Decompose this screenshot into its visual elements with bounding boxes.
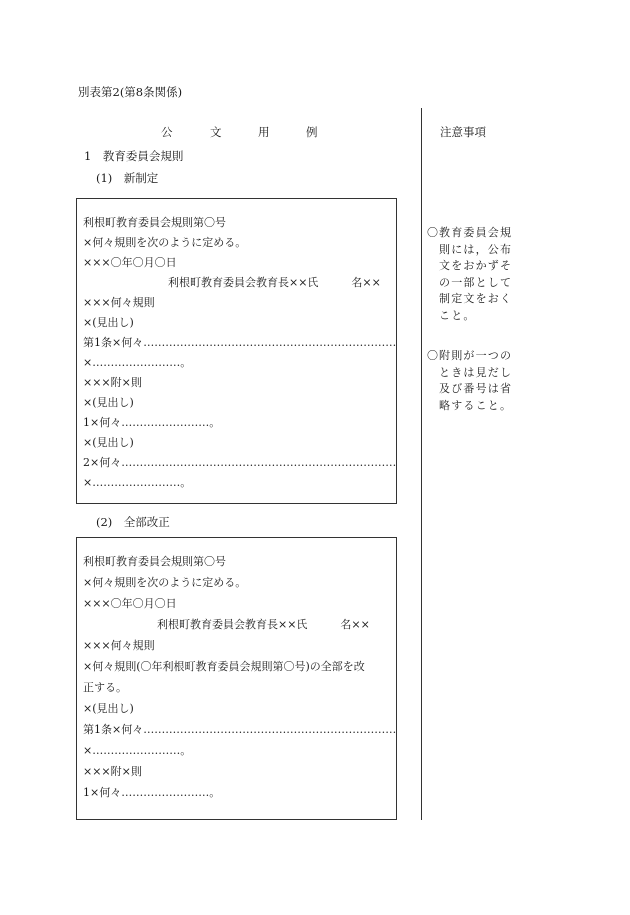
- note-item: [427, 225, 523, 324]
- box-line: ×何々規則を次のように定める。: [83, 576, 247, 589]
- circle-bullet-icon: 〇: [427, 226, 438, 239]
- note-line: 略すること。: [439, 398, 513, 412]
- section-heading: 1 教育委員会規則: [84, 149, 184, 163]
- column-header-char: 文: [210, 125, 222, 139]
- circle-bullet-icon: 〇: [427, 349, 438, 362]
- example-box-full-revision: [76, 537, 397, 820]
- note-line: 及び番号は省: [439, 382, 513, 395]
- column-divider: [421, 108, 422, 820]
- box-line: 2×何々…………………………………………………………………: [83, 456, 397, 469]
- example-box-new-enactment: [76, 198, 397, 504]
- box-line: ×××何々規則: [83, 296, 155, 309]
- box-line: ×何々規則(〇年利根町教育委員会規則第〇号)の全部を改: [83, 660, 365, 673]
- box-line: ×××附×則: [83, 376, 142, 389]
- box-line: ×……………………。: [83, 744, 192, 757]
- note-line: 教育委員会規: [439, 226, 513, 239]
- box-line: ×(見出し): [83, 436, 134, 449]
- box-line: ×(見出し): [83, 396, 134, 409]
- box-line: ×(見出し): [83, 702, 134, 715]
- page-title: 別表第2(第8条関係): [78, 85, 183, 99]
- note-line: の一部として: [439, 275, 513, 289]
- box-line: 1×何々……………………。: [83, 416, 221, 429]
- box-line: ×何々規則を次のように定める。: [83, 236, 247, 249]
- box-line: ×××〇年〇月〇日: [83, 597, 177, 610]
- column-header-char: 公: [161, 125, 173, 139]
- box-line: 正する。: [83, 681, 127, 694]
- note-line: 文をおかずそ: [439, 259, 513, 272]
- box-line: ×××何々規則: [83, 639, 155, 652]
- subsection-new-enactment: (1) 新制定: [96, 171, 159, 185]
- box-line: 第1条×何々……………………………………………………………: [83, 336, 397, 349]
- box-line: 利根町教育委員会規則第〇号: [83, 216, 226, 229]
- note-line: 則には，公布: [439, 242, 513, 256]
- column-header-char: 用: [258, 125, 270, 139]
- subsection-full-revision: (2) 全部改正: [96, 515, 170, 529]
- box-line: ×……………………。: [83, 356, 192, 369]
- column-header-char: 例: [306, 125, 318, 139]
- box-line: ×……………………。: [83, 476, 192, 489]
- note-line: ときは見だし: [439, 365, 513, 379]
- box-line: ×××附×則: [83, 765, 142, 778]
- box-line-signature: 利根町教育委員会教育長××氏 名××: [168, 276, 381, 289]
- box-line: 利根町教育委員会規則第〇号: [83, 555, 226, 568]
- notes-column-header: 注意事項: [440, 125, 486, 139]
- note-line: こと。: [439, 308, 476, 322]
- box-line: 1×何々……………………。: [83, 786, 221, 799]
- box-line: 第1条×何々……………………………………………………………: [83, 723, 397, 736]
- box-line: ×××〇年〇月〇日: [83, 256, 177, 269]
- box-line-signature: 利根町教育委員会教育長××氏 名××: [157, 618, 370, 631]
- note-line: 附則が一つの: [439, 349, 513, 362]
- note-item: [427, 348, 523, 414]
- box-line: ×(見出し): [83, 316, 134, 329]
- note-line: 制定文をおく: [439, 292, 513, 305]
